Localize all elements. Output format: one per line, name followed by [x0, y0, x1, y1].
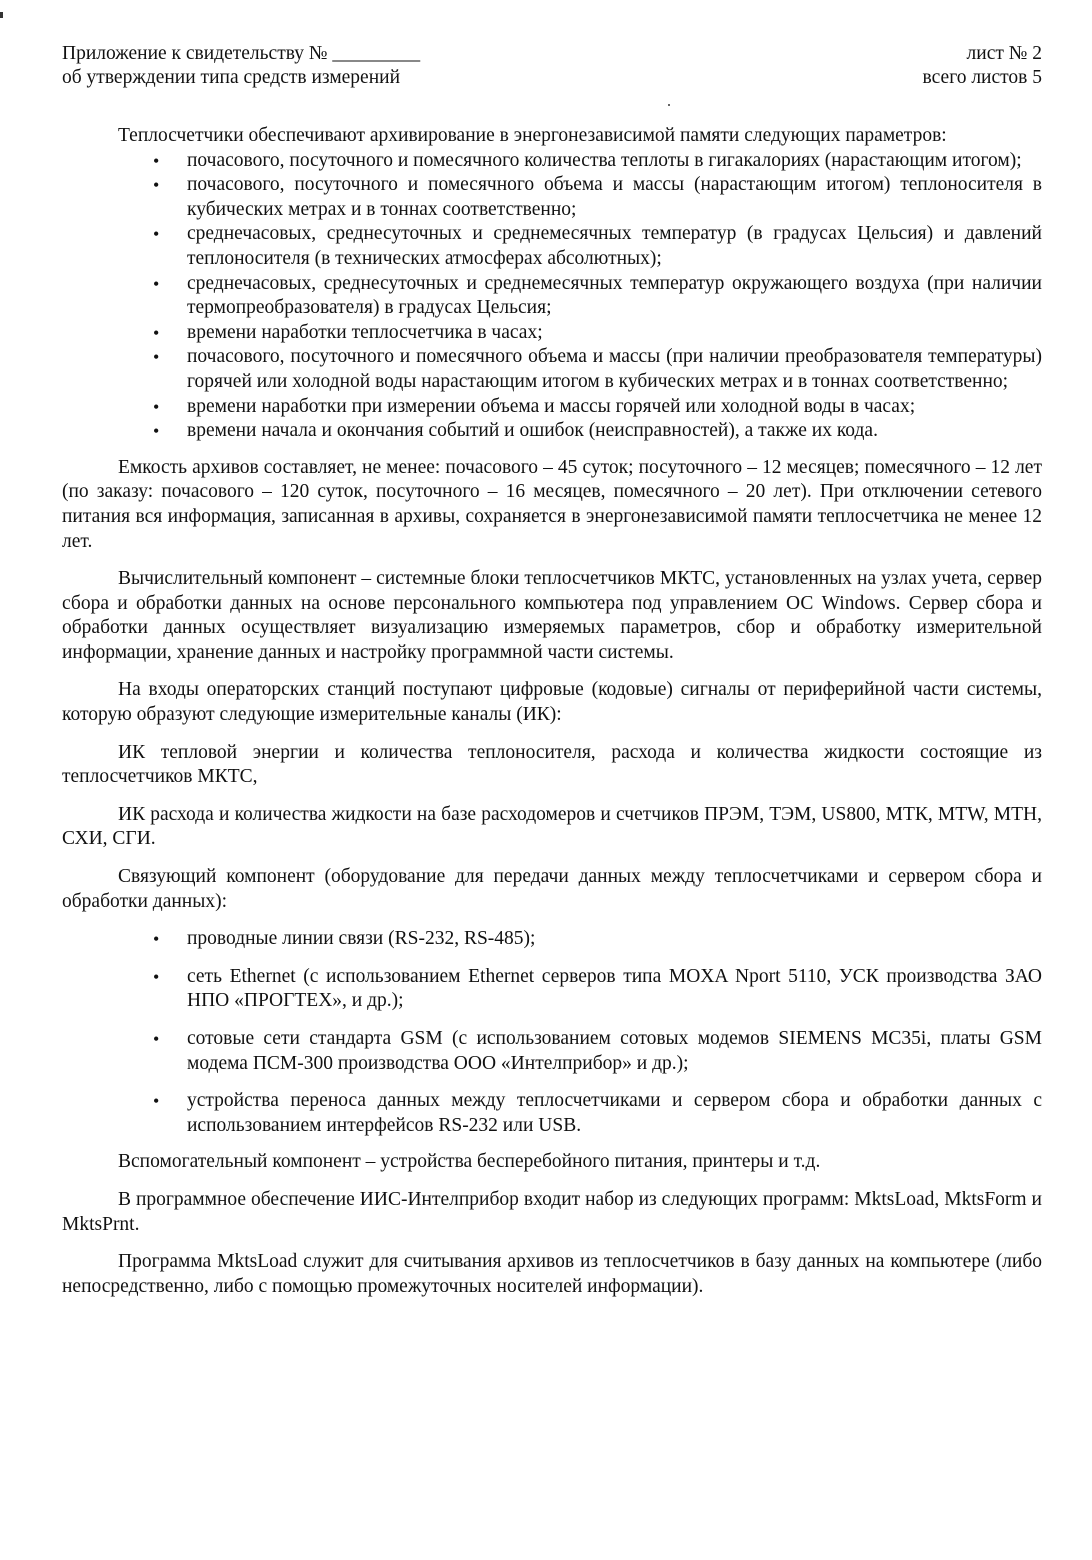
bullet-icon: •	[153, 929, 160, 950]
bullet-icon: •	[153, 396, 160, 417]
header-right	[923, 42, 1042, 90]
operator-inputs-paragraph: На входы операторских станций поступают цифровые (кодовые) сигналы от периферийной части системы, которую образуют следующие измерительные каналы (ИК):	[62, 679, 1042, 726]
archive-capacity-paragraph: Емкость архивов составляет, не менее: почасового – 45 суток; посуточного – 12 месяцев; помесячного – 12 лет (по заказу: почасового – 120 суток, посуточного – 16 месяцев, помесячного – 20 лет). При отключении сетевого питания вся информация, записанная в архивы, сохраняется в энергонезависимой памяти теплосчетчика не менее 12 лет.	[62, 456, 1042, 552]
mktsload-paragraph: Программа MktsLoad служит для считывания архивов из теплосчетчиков в базу данных на компьютере (либо непосредственно, либо с помощью промежуточных носителей информации).	[62, 1251, 1042, 1297]
list-item: • сеть Ethernet (с использованием Ethernet серверов типа MOXA Nport 5110, УСК производства ЗАО НПО «ПРОГТЕХ», и др.);	[153, 965, 1042, 1012]
list-item: • проводные линии связи (RS-232, RS-485);	[62, 927, 1042, 952]
bullet-icon: •	[153, 175, 160, 196]
document-body	[62, 124, 1042, 1299]
list-item: • почасового, посуточного и помесячного объема и массы (нарастающим итогом) теплоносителя в кубических метрах и в тоннах соответственно;	[153, 174, 1042, 220]
bullet-icon: •	[153, 273, 160, 294]
total-sheets: всего листов 5	[922, 67, 1042, 88]
list-item: • времени наработки при измерении объема и массы горячей или холодной воды в часах;	[62, 395, 1042, 420]
scan-edge-mark	[0, 12, 3, 18]
page-header	[62, 42, 1042, 90]
archive-intro-paragraph: Теплосчетчики обеспечивают архивирование в энергонезависимой памяти следующих параметров:	[118, 125, 947, 146]
ik-flow-paragraph: ИК расхода и количества жидкости на базе расходомеров и счетчиков ПРЭМ, ТЭМ, US800, МТК, MTW, МТН, СХИ, СГИ.	[62, 803, 1042, 850]
header-left	[62, 42, 420, 90]
list-item: • почасового, посуточного и помесячного объема и массы (при наличии преобразователя температуры) горячей или холодной воды нарастающим итогом в кубических метрах и в тоннах соответственно;	[153, 346, 1042, 392]
list-item: • почасового, посуточного и помесячного количества теплоты в гигакалориях (нарастающим итогом);	[62, 149, 1042, 174]
bullet-icon: •	[153, 1091, 160, 1112]
bullet-icon: •	[153, 322, 160, 343]
sheet-number: лист № 2	[966, 43, 1042, 64]
link-component-paragraph: Связующий компонент (оборудование для передачи данных между теплосчетчиками и сервером сбора и обработки данных):	[62, 866, 1042, 912]
list-item: • времени начала и окончания событий и ошибок (неисправностей), а также их кода.	[62, 419, 1042, 444]
bullet-icon: •	[153, 966, 160, 987]
compute-component-paragraph: Вычислительный компонент – системные блоки теплосчетчиков МКТС, установленных на узлах учета, сервер сбора и обработки данных на основе персонального компьютера под управлением ОС Windows. Сервер сбора и обработки данных осуществляет визуализацию измеряемых параметров, сбор и обработку измерительной информации, хранение данных и настройку программной части системы.	[62, 568, 1042, 663]
bullet-icon: •	[153, 150, 160, 171]
list-item: • сотовые сети стандарта GSM (с использованием сотовых модемов SIEMENS MC35i, платы GSM модема ПСМ-300 производства ООО «Интелприбор» и др.);	[153, 1028, 1042, 1074]
archive-parameters-list	[62, 149, 1042, 444]
list-item: • времени наработки теплосчетчика в часах;	[62, 321, 1042, 346]
type-approval-line: об утверждении типа средств измерений	[62, 67, 401, 88]
ik-heat-paragraph: ИК тепловой энергии и количества теплоносителя, расхода и количества жидкости состоящие из теплосчетчиков МКТС,	[62, 741, 1042, 788]
software-paragraph: В программное обеспечение ИИС-Интелприбор входит набор из следующих программ: MktsLoad, MktsForm и MktsPrnt.	[62, 1188, 1042, 1235]
certificate-appendix-line: Приложение к свидетельству № _________	[62, 43, 421, 64]
bullet-icon: •	[153, 224, 160, 245]
auxiliary-component-paragraph: Вспомогательный компонент – устройства бесперебойного питания, принтеры и т.д.	[118, 1151, 821, 1173]
bullet-icon: •	[153, 1029, 160, 1049]
list-item: • среднечасовых, среднесуточных и среднемесячных температур окружающего воздуха (при наличии термопреобразователя) в градусах Цельсия;	[153, 272, 1042, 319]
document-page	[62, 42, 1042, 1297]
list-item: • устройства переноса данных между теплосчетчиками и сервером сбора и обработки данных с использованием интерфейсов RS-232 или USB.	[153, 1090, 1042, 1136]
scan-dot	[668, 104, 670, 106]
bullet-icon: •	[153, 421, 160, 442]
list-item: • среднечасовых, среднесуточных и среднемесячных температур (в градусах Цельсия) и давлений теплоносителя (в технических атмосферах абсолютных);	[153, 223, 1042, 269]
bullet-icon: •	[153, 347, 160, 368]
link-equipment-list	[62, 927, 1042, 1138]
